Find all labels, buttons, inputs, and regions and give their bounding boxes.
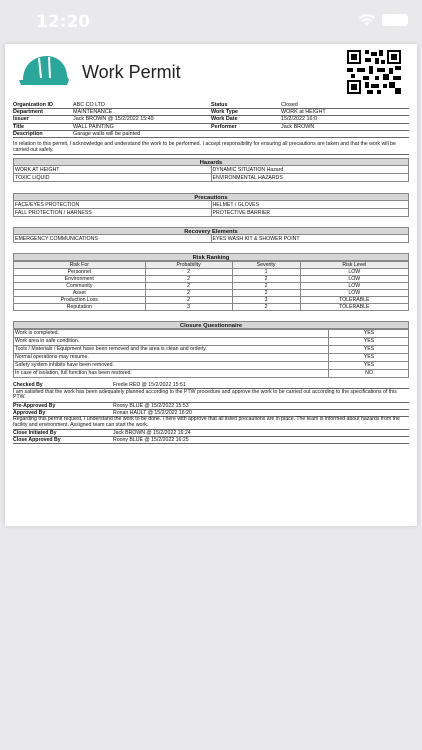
column-header: Severity [232, 262, 300, 269]
answer-cell: NO [329, 370, 409, 378]
table-cell: 2 [232, 283, 300, 290]
section-heading: Precautions [13, 193, 409, 201]
signoff-label: Checked By [13, 382, 43, 388]
info-key: Description [13, 130, 43, 137]
table-cell: 2 [145, 276, 232, 283]
signoff-label: Pre-Approved By [13, 402, 56, 409]
table-cell: 3 [232, 297, 300, 304]
info-key: Organization ID [13, 102, 53, 108]
column-header: Probability [145, 262, 232, 269]
qr-code-icon [347, 50, 401, 94]
info-value: Jack BROWN [281, 123, 315, 130]
column-header: Risk For [14, 262, 146, 269]
info-key: Work Date [211, 116, 238, 123]
signoff-section [13, 382, 409, 444]
info-key: Department [13, 109, 43, 116]
info-value: MAINTENANCE [73, 109, 113, 116]
table-cell: 2 [232, 304, 300, 311]
table-cell: 3 [145, 304, 232, 311]
question-cell: Tools / Materials / Equipment have been removed and the area is clean and orderly. [14, 346, 329, 354]
hazards-section [13, 158, 409, 182]
battery-icon [382, 14, 408, 26]
signoff-value: Jack BROWN @ 15/2/2022 16:24 [113, 430, 191, 437]
info-key: Status [211, 102, 228, 108]
info-value: WALL PAINTING [73, 123, 114, 130]
closure-table [13, 329, 409, 378]
table-row [14, 276, 409, 283]
signoff-value: Fredie RED @ 15/2/2022 15:51 [113, 382, 186, 388]
signoff-label: Close Approved By [13, 437, 61, 444]
table-row [14, 330, 409, 338]
table-cell: TOLERABLE [300, 297, 408, 304]
approval-statement: I am satisfied that the work has been adequately planned according to the PTW procedure and approve the work to be carried out according to the specifications of this PTW. [13, 389, 409, 403]
table-cell: Asset [14, 290, 146, 297]
status-time: 12:20 [36, 12, 91, 32]
table-cell: LOW [300, 290, 408, 297]
precaution-item: FALL PROTECTION / HARNESS [14, 209, 212, 217]
precaution-item: FACE/EYES PROTECTION [14, 201, 212, 209]
section-heading: Closure Questionnaire [13, 321, 409, 329]
question-cell: Normal operations may resume. [14, 354, 329, 362]
info-value: Jack BROWN @ 15/2/2022 15:49 [73, 116, 154, 123]
table-cell: 2 [145, 297, 232, 304]
signoff-row [13, 437, 409, 444]
permit-document [5, 44, 417, 526]
section-heading: Risk Ranking [13, 253, 409, 261]
hazard-item: DYNAMIC SITUATION Hazard [212, 166, 410, 174]
table-row [14, 338, 409, 346]
answer-cell: YES [329, 338, 409, 346]
hazard-item: WORK AT HEIGHT [14, 166, 212, 174]
recovery-item: EYES WASH KIT & SHOWER POINT [212, 235, 410, 243]
table-cell: 1 [232, 269, 300, 276]
wifi-icon [358, 14, 376, 27]
answer-cell: YES [329, 346, 409, 354]
signoff-row [13, 403, 409, 410]
table-cell: Reputation [14, 304, 146, 311]
risk-table [13, 261, 409, 311]
question-cell: Work is completed. [14, 330, 329, 338]
info-key: Title [13, 123, 24, 130]
signoff-label: Approved By [13, 409, 46, 416]
signoff-value: Roony BLUE @ 15/2/2022 15:53 [113, 402, 189, 409]
signoff-row [13, 382, 409, 389]
table-cell: Production Loss [14, 297, 146, 304]
table-row [14, 290, 409, 297]
page-title: Work Permit [82, 62, 181, 82]
recovery-item: EMERGENCY COMMUNICATIONS [14, 235, 212, 243]
document-header [5, 44, 417, 102]
signoff-label: Close Initiated By [13, 430, 57, 437]
precautions-section [13, 193, 409, 217]
table-row [14, 354, 409, 362]
recovery-section [13, 227, 409, 243]
hazard-item: ENVIRONMENTAL HAZARDS [212, 174, 410, 182]
info-row [13, 124, 409, 131]
table-header-row [14, 262, 409, 269]
precaution-item: HELMET / GLOVES [212, 201, 410, 209]
hazard-item: TOXIC LIQUID [14, 174, 212, 182]
info-value: Closed [281, 102, 298, 108]
info-key: Issuer [13, 116, 29, 123]
signoff-value: Ronan HAULT @ 15/2/2022 16:20 [113, 409, 192, 416]
table-row [14, 283, 409, 290]
answer-cell: YES [329, 330, 409, 338]
info-row [13, 131, 409, 138]
info-key [211, 131, 281, 137]
table-row [14, 362, 409, 370]
table-cell: 2 [232, 290, 300, 297]
question-cell: Safety system inhibits have been removed. [14, 362, 329, 370]
table-cell: Community [14, 283, 146, 290]
table-cell: TOLERABLE [300, 304, 408, 311]
table-cell: 2 [145, 283, 232, 290]
question-cell: In case of isolation, full function has been restored. [14, 370, 329, 378]
table-cell: 2 [145, 290, 232, 297]
info-key: Performer [211, 123, 237, 130]
table-cell: Personnel [14, 269, 146, 276]
answer-cell: YES [329, 354, 409, 362]
table-row [14, 269, 409, 276]
table-row [14, 370, 409, 378]
table-row [14, 304, 409, 311]
section-heading: Recovery Elements [13, 227, 409, 235]
signoff-row [13, 430, 409, 437]
info-value: Garage walls will be painted [73, 130, 141, 137]
info-value [281, 131, 409, 137]
table-cell: 2 [145, 269, 232, 276]
signoff-value: Roony BLUE @ 15/2/2022 16:25 [113, 437, 189, 444]
table-cell: 2 [232, 276, 300, 283]
risk-ranking-section [13, 253, 409, 311]
precaution-item: PROTECTIVE BARRIER [212, 209, 410, 217]
table-cell: LOW [300, 269, 408, 276]
helmet-icon [17, 54, 71, 86]
answer-cell: YES [329, 362, 409, 370]
info-value: WORK at HEIGHT [281, 109, 326, 116]
declaration-text: In relation to this permit, I acknowledge and understand the work to be performed. I accept responsibility for ensuring all precautions are taken and that the work will be carried out safely. [13, 141, 409, 155]
closure-questionnaire-section [13, 321, 409, 378]
table-row [14, 297, 409, 304]
info-row [13, 109, 409, 116]
table-cell: LOW [300, 283, 408, 290]
permit-info-table [13, 102, 409, 138]
info-row [13, 116, 409, 123]
table-row [14, 346, 409, 354]
section-heading: Hazards [13, 158, 409, 166]
info-row [13, 102, 409, 109]
info-value: ABC CO LTD [73, 102, 105, 108]
info-key: Work Type [211, 109, 239, 116]
approval-statement: Regarding this permit request, I understand the work to be done. I here with approve that all listed precautions are in place. The team is informed about hazards from the facility and environment. Assigned team can start the work. [13, 417, 409, 431]
info-value: 15/2/2022 16:0 [281, 116, 317, 123]
question-cell: Work area in safe condition. [14, 338, 329, 346]
table-cell: Environment [14, 276, 146, 283]
status-bar [0, 0, 422, 42]
column-header: Risk Level [300, 262, 408, 269]
table-cell: LOW [300, 276, 408, 283]
